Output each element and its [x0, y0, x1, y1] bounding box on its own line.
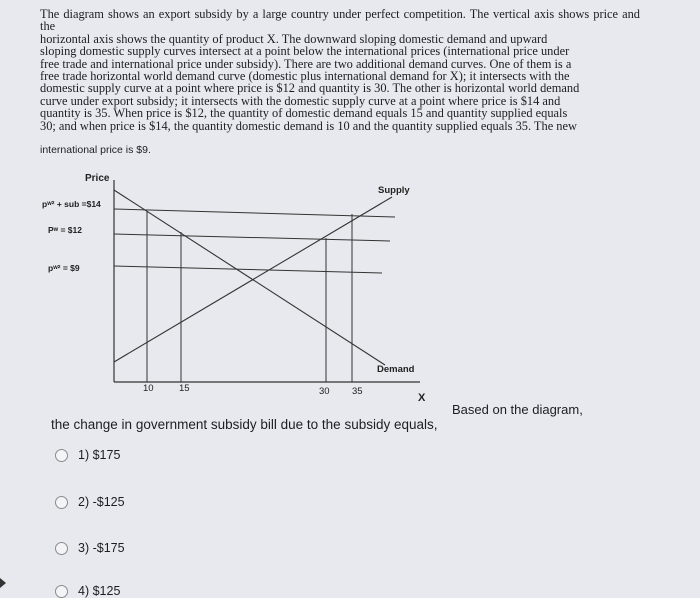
- problem-line: domestic supply curve at a point where price is $12 and quantity is 30. The other is horizontal world demand: [40, 81, 580, 96]
- demand-curve: [114, 190, 385, 365]
- option-4[interactable]: [55, 584, 120, 598]
- option-label: 4) $125: [78, 584, 121, 598]
- x-tick-30: 30: [319, 386, 330, 397]
- radio-button[interactable]: [55, 496, 68, 509]
- price-label-9: pʷ² = $9: [48, 263, 80, 273]
- supply-label: Supply: [378, 185, 410, 196]
- cursor-arrow-icon: [0, 578, 6, 588]
- problem-line: 30; and when price is $14, the quantity domestic demand is 10 and the quantity supplied equals 35. The new: [40, 118, 577, 133]
- option-label: 1) $175: [78, 448, 121, 462]
- price-line-9: [114, 266, 382, 273]
- option-2[interactable]: [55, 495, 125, 509]
- problem-line: free trade and international price under subsidy). There are two additional demand curves. One of them is a: [40, 56, 572, 71]
- problem-line: The diagram shows an export subsidy by a large country under perfect competition. The vertical axis shows price and the: [40, 7, 640, 34]
- x-tick-35: 35: [352, 386, 363, 397]
- price-line-14: [114, 209, 395, 217]
- y-axis-label: Price: [85, 173, 110, 184]
- radio-button[interactable]: [55, 585, 68, 598]
- price-label-14: pʷ² + sub =$14: [42, 199, 101, 209]
- international-price-text: international price is $9.: [40, 144, 151, 156]
- option-1[interactable]: [55, 448, 120, 462]
- price-line-12: [114, 234, 390, 241]
- option-3[interactable]: [55, 541, 125, 555]
- problem-statement: [40, 8, 640, 132]
- option-label: 3) -$175: [78, 541, 125, 555]
- problem-line: quantity is 35. When price is $12, the quantity of domestic demand equals 15 and quantity supplied equals: [40, 106, 568, 121]
- problem-line: sloping domestic supply curves intersect at a point below the international prices (international price under: [40, 44, 570, 59]
- option-label: 2) -$125: [78, 495, 125, 509]
- problem-line: free trade horizontal world demand curve (domestic plus international demand for X); it intersects with the: [40, 69, 570, 84]
- demand-label: Demand: [377, 364, 415, 375]
- x-tick-15: 15: [179, 383, 190, 394]
- radio-button[interactable]: [55, 542, 68, 555]
- problem-line: curve under export subsidy; it intersects with the domestic supply curve at a point where price is $14 and: [40, 93, 561, 108]
- problem-line: horizontal axis shows the quantity of product X. The downward sloping domestic demand and upward: [40, 31, 548, 46]
- x-tick-10: 10: [143, 383, 154, 394]
- price-label-12: Pʷ = $12: [48, 225, 82, 235]
- x-axis-label: X: [418, 392, 426, 404]
- radio-button[interactable]: [55, 449, 68, 462]
- diagram: [0, 160, 700, 410]
- based-on-diagram-text: Based on the diagram,: [452, 402, 583, 417]
- question-text: the change in government subsidy bill due to the subsidy equals,: [51, 417, 438, 432]
